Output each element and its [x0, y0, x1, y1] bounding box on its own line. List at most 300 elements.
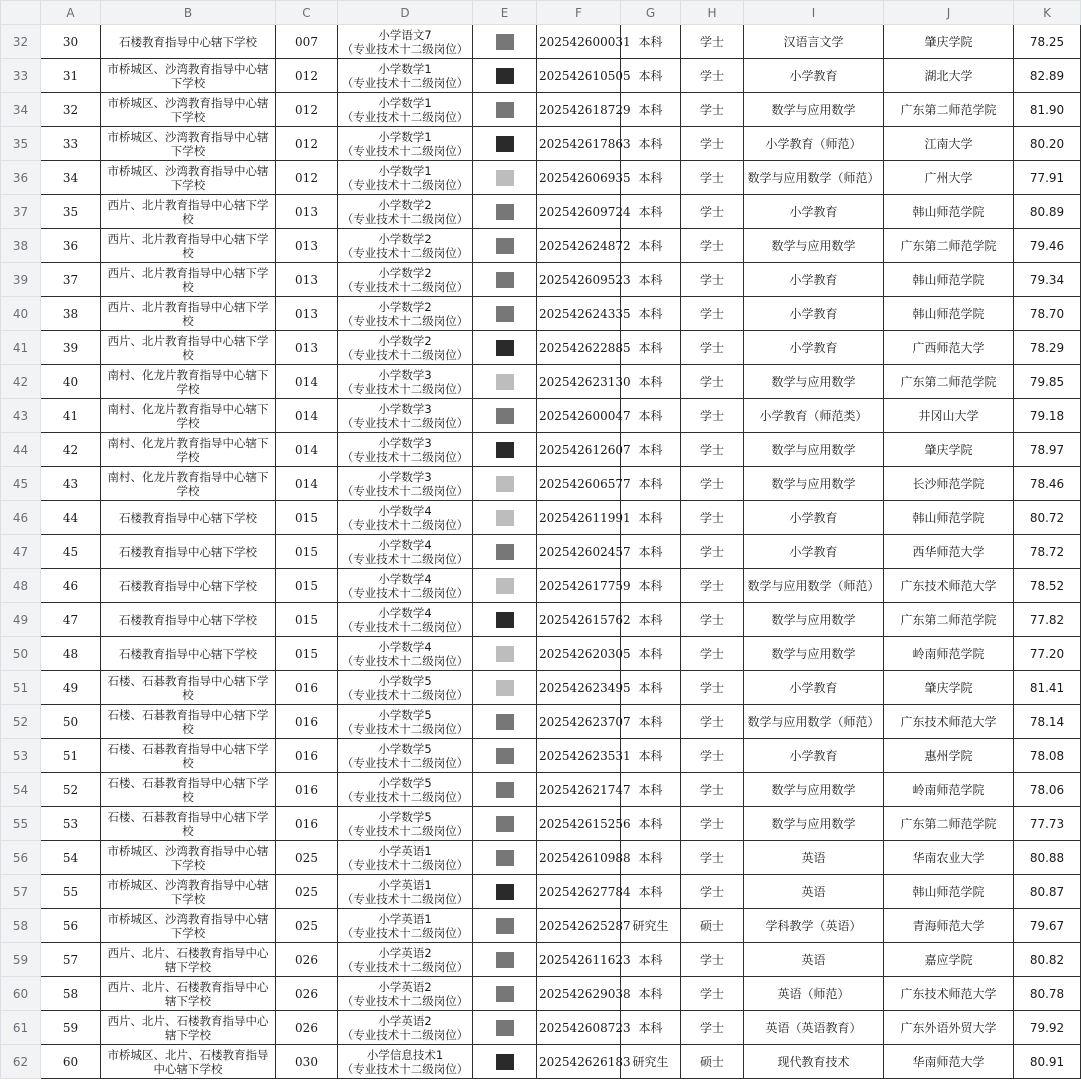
cell-score[interactable]: 77.73 [1014, 807, 1081, 841]
cell-unit[interactable]: 石楼教育指导中心辖下学校 [101, 637, 276, 671]
cell-score[interactable]: 78.52 [1014, 569, 1081, 603]
row-number[interactable]: 37 [1, 195, 41, 229]
cell-unit[interactable]: 石楼教育指导中心辖下学校 [101, 603, 276, 637]
cell-education[interactable]: 本科 [621, 25, 681, 59]
cell-unit[interactable]: 石楼教育指导中心辖下学校 [101, 501, 276, 535]
cell-university[interactable]: 岭南师范学院 [884, 773, 1014, 807]
cell-post-code[interactable]: 012 [276, 127, 338, 161]
cell-major[interactable]: 现代教育技术 [744, 1045, 884, 1079]
cell-university[interactable]: 韩山师范学院 [884, 501, 1014, 535]
cell-major[interactable]: 小学教育 [744, 263, 884, 297]
cell-post-name[interactable] [338, 263, 473, 297]
cell-exam-number[interactable]: 202542611623 [537, 943, 621, 977]
column-header[interactable]: H [681, 1, 744, 25]
cell-seq[interactable]: 45 [41, 535, 101, 569]
cell-education[interactable]: 本科 [621, 433, 681, 467]
cell-exam-number[interactable]: 202542625287 [537, 909, 621, 943]
cell-redacted-name[interactable] [473, 127, 537, 161]
cell-seq[interactable]: 31 [41, 59, 101, 93]
cell-post-code[interactable]: 013 [276, 263, 338, 297]
cell-major[interactable]: 数学与应用数学 [744, 467, 884, 501]
cell-redacted-name[interactable] [473, 1011, 537, 1045]
cell-major[interactable]: 小学教育 [744, 501, 884, 535]
cell-exam-number[interactable]: 202542606577 [537, 467, 621, 501]
cell-unit[interactable]: 石楼、石碁教育指导中心辖下学校 [101, 739, 276, 773]
cell-score[interactable]: 81.41 [1014, 671, 1081, 705]
cell-exam-number[interactable]: 202542617863 [537, 127, 621, 161]
cell-post-name[interactable] [338, 297, 473, 331]
row-number[interactable]: 32 [1, 25, 41, 59]
cell-degree[interactable]: 学士 [681, 739, 744, 773]
cell-major[interactable]: 数学与应用数学 [744, 773, 884, 807]
cell-seq[interactable]: 46 [41, 569, 101, 603]
cell-seq[interactable]: 57 [41, 943, 101, 977]
cell-post-name[interactable] [338, 331, 473, 365]
cell-major[interactable]: 小学教育 [744, 59, 884, 93]
cell-redacted-name[interactable] [473, 25, 537, 59]
cell-degree[interactable]: 学士 [681, 127, 744, 161]
cell-exam-number[interactable]: 202542606935 [537, 161, 621, 195]
cell-exam-number[interactable]: 202542609724 [537, 195, 621, 229]
cell-university[interactable]: 韩山师范学院 [884, 263, 1014, 297]
cell-seq[interactable]: 50 [41, 705, 101, 739]
cell-post-code[interactable]: 014 [276, 467, 338, 501]
column-header[interactable]: I [744, 1, 884, 25]
cell-redacted-name[interactable] [473, 399, 537, 433]
cell-exam-number[interactable]: 202542623130 [537, 365, 621, 399]
cell-post-name[interactable] [338, 603, 473, 637]
cell-degree[interactable]: 学士 [681, 943, 744, 977]
cell-degree[interactable]: 学士 [681, 977, 744, 1011]
row-number[interactable]: 45 [1, 467, 41, 501]
cell-post-name[interactable] [338, 875, 473, 909]
cell-unit[interactable]: 石楼、石碁教育指导中心辖下学校 [101, 807, 276, 841]
cell-redacted-name[interactable] [473, 875, 537, 909]
cell-education[interactable]: 本科 [621, 331, 681, 365]
cell-education[interactable]: 本科 [621, 773, 681, 807]
cell-education[interactable]: 本科 [621, 161, 681, 195]
cell-redacted-name[interactable] [473, 1045, 537, 1079]
cell-post-code[interactable]: 016 [276, 671, 338, 705]
cell-post-code[interactable]: 013 [276, 297, 338, 331]
cell-major[interactable]: 英语（师范） [744, 977, 884, 1011]
cell-major[interactable]: 小学教育 [744, 331, 884, 365]
cell-post-name[interactable] [338, 501, 473, 535]
cell-score[interactable]: 79.18 [1014, 399, 1081, 433]
cell-seq[interactable]: 55 [41, 875, 101, 909]
cell-major[interactable]: 英语 [744, 943, 884, 977]
cell-university[interactable]: 广西师范大学 [884, 331, 1014, 365]
cell-education[interactable]: 研究生 [621, 909, 681, 943]
cell-seq[interactable]: 44 [41, 501, 101, 535]
cell-university[interactable]: 华南师范大学 [884, 1045, 1014, 1079]
cell-university[interactable]: 广东技术师范大学 [884, 705, 1014, 739]
row-number[interactable]: 38 [1, 229, 41, 263]
cell-unit[interactable]: 西片、北片、石楼教育指导中心辖下学校 [101, 943, 276, 977]
cell-exam-number[interactable]: 202542618729 [537, 93, 621, 127]
cell-unit[interactable]: 市桥城区、沙湾教育指导中心辖下学校 [101, 59, 276, 93]
cell-post-name[interactable] [338, 93, 473, 127]
cell-post-name[interactable] [338, 807, 473, 841]
cell-redacted-name[interactable] [473, 671, 537, 705]
cell-redacted-name[interactable] [473, 433, 537, 467]
cell-post-name[interactable] [338, 671, 473, 705]
cell-exam-number[interactable]: 202542624872 [537, 229, 621, 263]
cell-university[interactable]: 广东第二师范学院 [884, 807, 1014, 841]
cell-post-code[interactable]: 015 [276, 535, 338, 569]
row-number[interactable]: 48 [1, 569, 41, 603]
cell-seq[interactable]: 35 [41, 195, 101, 229]
row-number[interactable]: 51 [1, 671, 41, 705]
cell-degree[interactable]: 学士 [681, 875, 744, 909]
cell-post-code[interactable]: 025 [276, 875, 338, 909]
cell-education[interactable]: 本科 [621, 535, 681, 569]
cell-unit[interactable]: 西片、北片教育指导中心辖下学校 [101, 297, 276, 331]
cell-score[interactable]: 81.90 [1014, 93, 1081, 127]
cell-major[interactable]: 数学与应用数学（师范） [744, 569, 884, 603]
cell-degree[interactable]: 学士 [681, 59, 744, 93]
row-number[interactable]: 54 [1, 773, 41, 807]
cell-university[interactable]: 广州大学 [884, 161, 1014, 195]
row-number[interactable]: 36 [1, 161, 41, 195]
cell-unit[interactable]: 西片、北片、石楼教育指导中心辖下学校 [101, 977, 276, 1011]
row-number[interactable]: 47 [1, 535, 41, 569]
cell-university[interactable]: 华南农业大学 [884, 841, 1014, 875]
cell-seq[interactable]: 53 [41, 807, 101, 841]
cell-major[interactable]: 数学与应用数学 [744, 637, 884, 671]
row-number[interactable]: 44 [1, 433, 41, 467]
column-header[interactable]: G [621, 1, 681, 25]
cell-score[interactable]: 78.29 [1014, 331, 1081, 365]
cell-exam-number[interactable]: 202542623531 [537, 739, 621, 773]
cell-exam-number[interactable]: 202542600047 [537, 399, 621, 433]
cell-post-name[interactable] [338, 399, 473, 433]
cell-post-name[interactable] [338, 365, 473, 399]
cell-seq[interactable]: 54 [41, 841, 101, 875]
cell-redacted-name[interactable] [473, 93, 537, 127]
cell-post-code[interactable]: 016 [276, 773, 338, 807]
cell-major[interactable]: 数学与应用数学 [744, 229, 884, 263]
cell-degree[interactable]: 学士 [681, 25, 744, 59]
cell-unit[interactable]: 石楼、石碁教育指导中心辖下学校 [101, 705, 276, 739]
cell-major[interactable]: 英语 [744, 841, 884, 875]
cell-education[interactable]: 本科 [621, 297, 681, 331]
cell-major[interactable]: 小学教育 [744, 671, 884, 705]
cell-education[interactable]: 本科 [621, 671, 681, 705]
cell-post-code[interactable]: 025 [276, 909, 338, 943]
cell-major[interactable]: 小学教育 [744, 297, 884, 331]
row-number[interactable]: 40 [1, 297, 41, 331]
cell-redacted-name[interactable] [473, 637, 537, 671]
cell-exam-number[interactable]: 202542608723 [537, 1011, 621, 1045]
cell-exam-number[interactable]: 202542612607 [537, 433, 621, 467]
cell-redacted-name[interactable] [473, 365, 537, 399]
row-number[interactable]: 43 [1, 399, 41, 433]
cell-exam-number[interactable]: 202542611991 [537, 501, 621, 535]
cell-university[interactable]: 嘉应学院 [884, 943, 1014, 977]
cell-degree[interactable]: 学士 [681, 331, 744, 365]
cell-seq[interactable]: 52 [41, 773, 101, 807]
cell-university[interactable]: 湖北大学 [884, 59, 1014, 93]
cell-university[interactable]: 西华师范大学 [884, 535, 1014, 569]
cell-degree[interactable]: 学士 [681, 297, 744, 331]
cell-exam-number[interactable]: 202542626183 [537, 1045, 621, 1079]
cell-university[interactable]: 韩山师范学院 [884, 195, 1014, 229]
cell-score[interactable]: 80.72 [1014, 501, 1081, 535]
cell-redacted-name[interactable] [473, 807, 537, 841]
cell-post-code[interactable]: 026 [276, 1011, 338, 1045]
cell-major[interactable]: 英语 [744, 875, 884, 909]
cell-score[interactable]: 80.91 [1014, 1045, 1081, 1079]
cell-unit[interactable]: 西片、北片教育指导中心辖下学校 [101, 263, 276, 297]
cell-post-name[interactable] [338, 433, 473, 467]
cell-education[interactable]: 本科 [621, 637, 681, 671]
cell-major[interactable]: 小学教育 [744, 739, 884, 773]
cell-redacted-name[interactable] [473, 467, 537, 501]
cell-seq[interactable]: 34 [41, 161, 101, 195]
row-number[interactable]: 42 [1, 365, 41, 399]
cell-seq[interactable]: 59 [41, 1011, 101, 1045]
cell-post-code[interactable]: 016 [276, 739, 338, 773]
cell-university[interactable]: 韩山师范学院 [884, 297, 1014, 331]
cell-major[interactable]: 小学教育（师范类） [744, 399, 884, 433]
row-number[interactable]: 60 [1, 977, 41, 1011]
cell-post-name[interactable] [338, 229, 473, 263]
cell-education[interactable]: 本科 [621, 807, 681, 841]
cell-exam-number[interactable]: 202542620305 [537, 637, 621, 671]
cell-post-name[interactable] [338, 739, 473, 773]
cell-post-code[interactable]: 015 [276, 569, 338, 603]
row-number[interactable]: 50 [1, 637, 41, 671]
cell-post-name[interactable] [338, 1045, 473, 1079]
cell-unit[interactable]: 西片、北片教育指导中心辖下学校 [101, 229, 276, 263]
cell-degree[interactable]: 学士 [681, 195, 744, 229]
row-number[interactable]: 62 [1, 1045, 41, 1079]
cell-seq[interactable]: 49 [41, 671, 101, 705]
cell-education[interactable]: 本科 [621, 365, 681, 399]
row-number[interactable]: 61 [1, 1011, 41, 1045]
cell-post-name[interactable] [338, 535, 473, 569]
cell-redacted-name[interactable] [473, 297, 537, 331]
cell-post-name[interactable] [338, 195, 473, 229]
cell-exam-number[interactable]: 202542629038 [537, 977, 621, 1011]
cell-seq[interactable]: 30 [41, 25, 101, 59]
cell-major[interactable]: 英语（英语教育） [744, 1011, 884, 1045]
cell-exam-number[interactable]: 202542600031 [537, 25, 621, 59]
cell-post-code[interactable]: 030 [276, 1045, 338, 1079]
cell-degree[interactable]: 学士 [681, 263, 744, 297]
cell-degree[interactable]: 学士 [681, 467, 744, 501]
column-header[interactable]: F [537, 1, 621, 25]
cell-post-code[interactable]: 015 [276, 637, 338, 671]
cell-university[interactable]: 青海师范大学 [884, 909, 1014, 943]
cell-education[interactable]: 本科 [621, 501, 681, 535]
cell-degree[interactable]: 学士 [681, 671, 744, 705]
cell-exam-number[interactable]: 202542610505 [537, 59, 621, 93]
cell-redacted-name[interactable] [473, 569, 537, 603]
cell-education[interactable]: 本科 [621, 59, 681, 93]
cell-seq[interactable]: 43 [41, 467, 101, 501]
cell-education[interactable]: 本科 [621, 943, 681, 977]
cell-education[interactable]: 本科 [621, 195, 681, 229]
cell-university[interactable]: 惠州学院 [884, 739, 1014, 773]
column-header[interactable]: A [41, 1, 101, 25]
cell-post-code[interactable]: 014 [276, 399, 338, 433]
cell-university[interactable]: 韩山师范学院 [884, 875, 1014, 909]
cell-post-code[interactable]: 015 [276, 501, 338, 535]
cell-seq[interactable]: 36 [41, 229, 101, 263]
cell-post-name[interactable] [338, 841, 473, 875]
cell-score[interactable]: 78.72 [1014, 535, 1081, 569]
cell-score[interactable]: 82.89 [1014, 59, 1081, 93]
row-number[interactable]: 52 [1, 705, 41, 739]
row-number[interactable]: 59 [1, 943, 41, 977]
cell-post-code[interactable]: 014 [276, 365, 338, 399]
cell-post-code[interactable]: 014 [276, 433, 338, 467]
cell-major[interactable]: 数学与应用数学（师范） [744, 161, 884, 195]
cell-major[interactable]: 数学与应用数学 [744, 603, 884, 637]
cell-post-code[interactable]: 015 [276, 603, 338, 637]
cell-exam-number[interactable]: 202542621747 [537, 773, 621, 807]
cell-education[interactable]: 研究生 [621, 1045, 681, 1079]
cell-score[interactable]: 78.08 [1014, 739, 1081, 773]
cell-score[interactable]: 77.82 [1014, 603, 1081, 637]
cell-degree[interactable]: 硕士 [681, 909, 744, 943]
cell-degree[interactable]: 学士 [681, 773, 744, 807]
cell-unit[interactable]: 石楼教育指导中心辖下学校 [101, 569, 276, 603]
cell-redacted-name[interactable] [473, 943, 537, 977]
cell-unit[interactable]: 石楼、石碁教育指导中心辖下学校 [101, 671, 276, 705]
cell-seq[interactable]: 58 [41, 977, 101, 1011]
cell-score[interactable]: 78.70 [1014, 297, 1081, 331]
cell-unit[interactable]: 市桥城区、沙湾教育指导中心辖下学校 [101, 93, 276, 127]
cell-post-name[interactable] [338, 161, 473, 195]
cell-seq[interactable]: 48 [41, 637, 101, 671]
cell-post-name[interactable] [338, 25, 473, 59]
cell-unit[interactable]: 市桥城区、沙湾教育指导中心辖下学校 [101, 161, 276, 195]
cell-university[interactable]: 广东第二师范学院 [884, 603, 1014, 637]
cell-exam-number[interactable]: 202542624335 [537, 297, 621, 331]
cell-redacted-name[interactable] [473, 739, 537, 773]
cell-education[interactable]: 本科 [621, 569, 681, 603]
cell-redacted-name[interactable] [473, 841, 537, 875]
cell-degree[interactable]: 学士 [681, 161, 744, 195]
cell-major[interactable]: 汉语言文学 [744, 25, 884, 59]
cell-post-name[interactable] [338, 909, 473, 943]
cell-redacted-name[interactable] [473, 331, 537, 365]
cell-post-name[interactable] [338, 569, 473, 603]
cell-university[interactable]: 广东第二师范学院 [884, 229, 1014, 263]
cell-redacted-name[interactable] [473, 59, 537, 93]
cell-redacted-name[interactable] [473, 195, 537, 229]
cell-education[interactable]: 本科 [621, 875, 681, 909]
cell-education[interactable]: 本科 [621, 739, 681, 773]
cell-unit[interactable]: 市桥城区、沙湾教育指导中心辖下学校 [101, 841, 276, 875]
cell-post-code[interactable]: 026 [276, 943, 338, 977]
cell-university[interactable]: 广东第二师范学院 [884, 365, 1014, 399]
cell-degree[interactable]: 学士 [681, 399, 744, 433]
cell-exam-number[interactable]: 202542627784 [537, 875, 621, 909]
row-number[interactable]: 57 [1, 875, 41, 909]
cell-exam-number[interactable]: 202542610988 [537, 841, 621, 875]
row-number[interactable]: 39 [1, 263, 41, 297]
cell-post-code[interactable]: 012 [276, 93, 338, 127]
cell-education[interactable]: 本科 [621, 467, 681, 501]
cell-post-name[interactable] [338, 943, 473, 977]
cell-university[interactable]: 岭南师范学院 [884, 637, 1014, 671]
cell-degree[interactable]: 学士 [681, 569, 744, 603]
row-number[interactable]: 56 [1, 841, 41, 875]
cell-university[interactable]: 长沙师范学院 [884, 467, 1014, 501]
cell-post-code[interactable]: 012 [276, 59, 338, 93]
cell-redacted-name[interactable] [473, 773, 537, 807]
cell-major[interactable]: 数学与应用数学 [744, 807, 884, 841]
row-number[interactable]: 49 [1, 603, 41, 637]
cell-post-name[interactable] [338, 127, 473, 161]
cell-seq[interactable]: 33 [41, 127, 101, 161]
row-number[interactable]: 55 [1, 807, 41, 841]
cell-seq[interactable]: 51 [41, 739, 101, 773]
cell-university[interactable]: 肇庆学院 [884, 671, 1014, 705]
cell-major[interactable]: 数学与应用数学 [744, 433, 884, 467]
cell-unit[interactable]: 市桥城区、沙湾教育指导中心辖下学校 [101, 875, 276, 909]
cell-score[interactable]: 80.87 [1014, 875, 1081, 909]
cell-post-code[interactable]: 012 [276, 161, 338, 195]
column-header[interactable]: B [101, 1, 276, 25]
cell-score[interactable]: 77.91 [1014, 161, 1081, 195]
cell-exam-number[interactable]: 202542615762 [537, 603, 621, 637]
cell-university[interactable]: 井冈山大学 [884, 399, 1014, 433]
cell-university[interactable]: 广东第二师范学院 [884, 93, 1014, 127]
cell-degree[interactable]: 学士 [681, 1011, 744, 1045]
cell-degree[interactable]: 学士 [681, 433, 744, 467]
cell-score[interactable]: 80.88 [1014, 841, 1081, 875]
cell-seq[interactable]: 32 [41, 93, 101, 127]
row-number[interactable]: 35 [1, 127, 41, 161]
cell-post-code[interactable]: 013 [276, 229, 338, 263]
cell-degree[interactable]: 学士 [681, 603, 744, 637]
cell-post-code[interactable]: 026 [276, 977, 338, 1011]
cell-redacted-name[interactable] [473, 909, 537, 943]
cell-unit[interactable]: 石楼教育指导中心辖下学校 [101, 535, 276, 569]
cell-unit[interactable]: 南村、化龙片教育指导中心辖下学校 [101, 433, 276, 467]
cell-seq[interactable]: 37 [41, 263, 101, 297]
cell-score[interactable]: 79.34 [1014, 263, 1081, 297]
column-header[interactable]: J [884, 1, 1014, 25]
cell-degree[interactable]: 学士 [681, 535, 744, 569]
cell-degree[interactable]: 学士 [681, 229, 744, 263]
cell-university[interactable]: 广东技术师范大学 [884, 977, 1014, 1011]
row-number[interactable]: 53 [1, 739, 41, 773]
cell-seq[interactable]: 47 [41, 603, 101, 637]
cell-redacted-name[interactable] [473, 229, 537, 263]
cell-unit[interactable]: 南村、化龙片教育指导中心辖下学校 [101, 399, 276, 433]
cell-major[interactable]: 学科教学（英语） [744, 909, 884, 943]
cell-post-name[interactable] [338, 1011, 473, 1045]
cell-unit[interactable]: 南村、化龙片教育指导中心辖下学校 [101, 467, 276, 501]
cell-university[interactable]: 肇庆学院 [884, 433, 1014, 467]
cell-score[interactable]: 79.85 [1014, 365, 1081, 399]
cell-post-name[interactable] [338, 467, 473, 501]
column-header[interactable]: K [1014, 1, 1081, 25]
cell-score[interactable]: 80.89 [1014, 195, 1081, 229]
cell-exam-number[interactable]: 202542623495 [537, 671, 621, 705]
cell-degree[interactable]: 学士 [681, 93, 744, 127]
cell-unit[interactable]: 石楼、石碁教育指导中心辖下学校 [101, 773, 276, 807]
cell-degree[interactable]: 学士 [681, 841, 744, 875]
cell-redacted-name[interactable] [473, 161, 537, 195]
cell-major[interactable]: 小学教育（师范） [744, 127, 884, 161]
